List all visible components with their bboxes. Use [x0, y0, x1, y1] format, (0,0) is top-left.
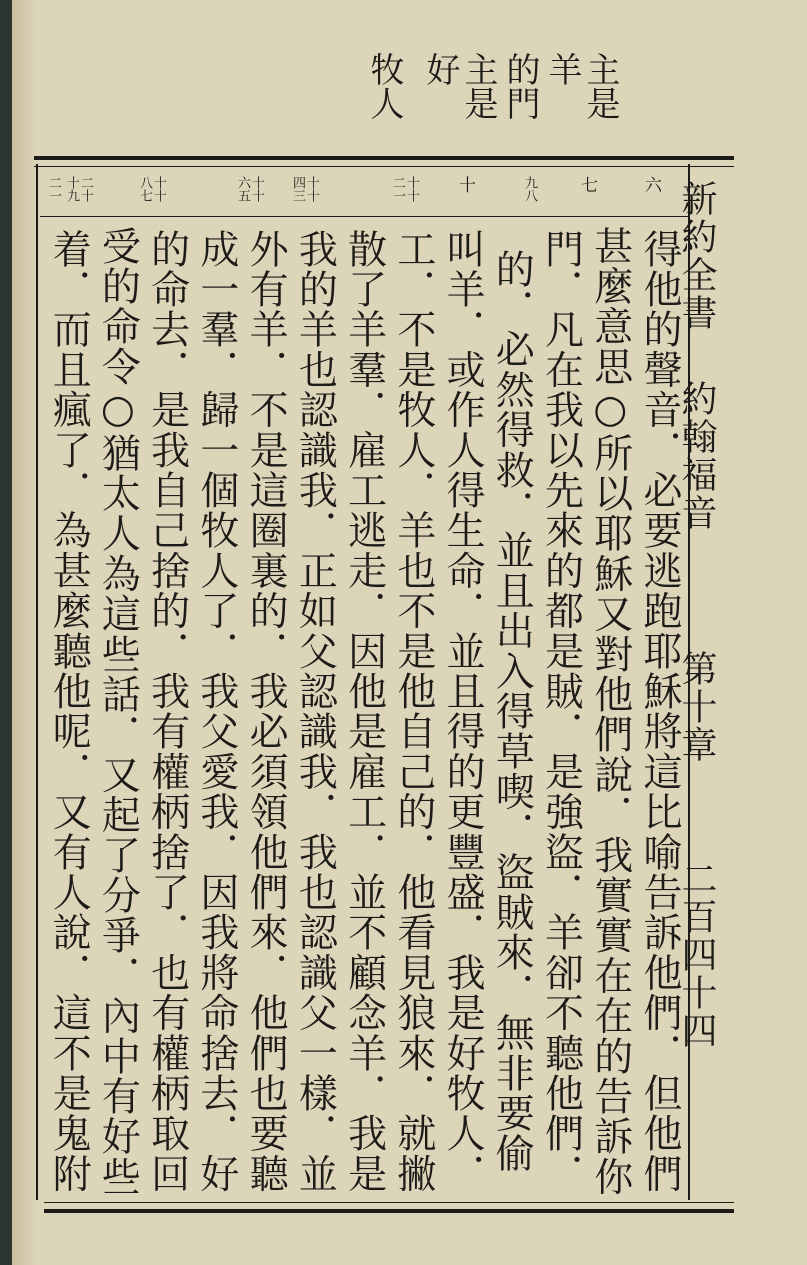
frame-top-rule [34, 156, 734, 167]
text-column: 甚麼意思○所以耶穌又對他們說．我實實在在的告訴你 [587, 226, 633, 1197]
verse-number: 六 [645, 176, 662, 196]
header-title: 新約全書 [676, 180, 717, 332]
frame-left-rule [36, 164, 38, 1200]
margin-note-column: 的門 [500, 52, 540, 120]
text-column: 成一羣．歸一個牧人了．我父愛我．因我將命捨去．好 [193, 229, 239, 1194]
margin-note-column: 牧人 [364, 52, 404, 120]
margin-note [365, 52, 619, 152]
book-page [12, 0, 807, 1265]
header-chapter: 第十章 [676, 650, 717, 764]
text-column: 外有羊．不是這圈裏的．我必須領他們來．他們也要聽 [243, 229, 289, 1194]
text-column: 我的羊也認識我．正如父認識我．我也認識父一樣．並 [292, 229, 338, 1194]
verse-number: 十十四三 [290, 176, 319, 202]
verse-number: 七 [581, 176, 598, 196]
text-column: 門．凡在我以先來的都是賊．是強盜．羊卻不聽他們． [538, 229, 584, 1194]
text-column: 得他的聲音．必要逃跑耶穌將這比喻告訴他們．但他們 [637, 229, 682, 1194]
text-column: 受的命令○猶太人為這些話．又起了分爭．內中有好些 [95, 226, 141, 1197]
header-book: 約翰福音 [676, 380, 717, 532]
verse-number-strip [40, 172, 688, 217]
margin-note-column: 主是好 [420, 52, 498, 120]
text-column: 工．不是牧人．羊也不是他自己的．他看見狼來．就撇 [390, 229, 436, 1194]
text-column: 的．必然得救．並且出入得草喫．盜賊來．無非要偷 [489, 249, 535, 1174]
text-column: 的命去．是我自己捨的．我有權柄捨了．也有權柄取回 [144, 229, 190, 1194]
text-column: 着．而且瘋了．為甚麼聽他呢．又有人說．這不是鬼附 [46, 229, 92, 1194]
verse-number: 十十二一 [390, 176, 419, 202]
verse-number: 九八 [522, 176, 537, 202]
book-spine [12, 0, 38, 1265]
text-column: 叫羊．或作人得生命．並且得的更豐盛．我是好牧人． [440, 229, 486, 1194]
verse-number: 二一 [46, 176, 61, 202]
verse-number: 十十六五 [235, 176, 264, 202]
frame-bottom-rule [44, 1202, 734, 1213]
verse-number: 二十十九 [64, 176, 93, 202]
verse-number: 十十八七 [137, 176, 166, 202]
scripture-text [46, 224, 686, 1199]
text-column: 散了羊羣．雇工逃走．因他是雇工．並不顧念羊．我是 [341, 229, 387, 1194]
verse-number: 十 [459, 176, 476, 196]
margin-note-column: 主是羊 [542, 52, 620, 120]
header-page-number: 二百四十四 [676, 860, 717, 1050]
